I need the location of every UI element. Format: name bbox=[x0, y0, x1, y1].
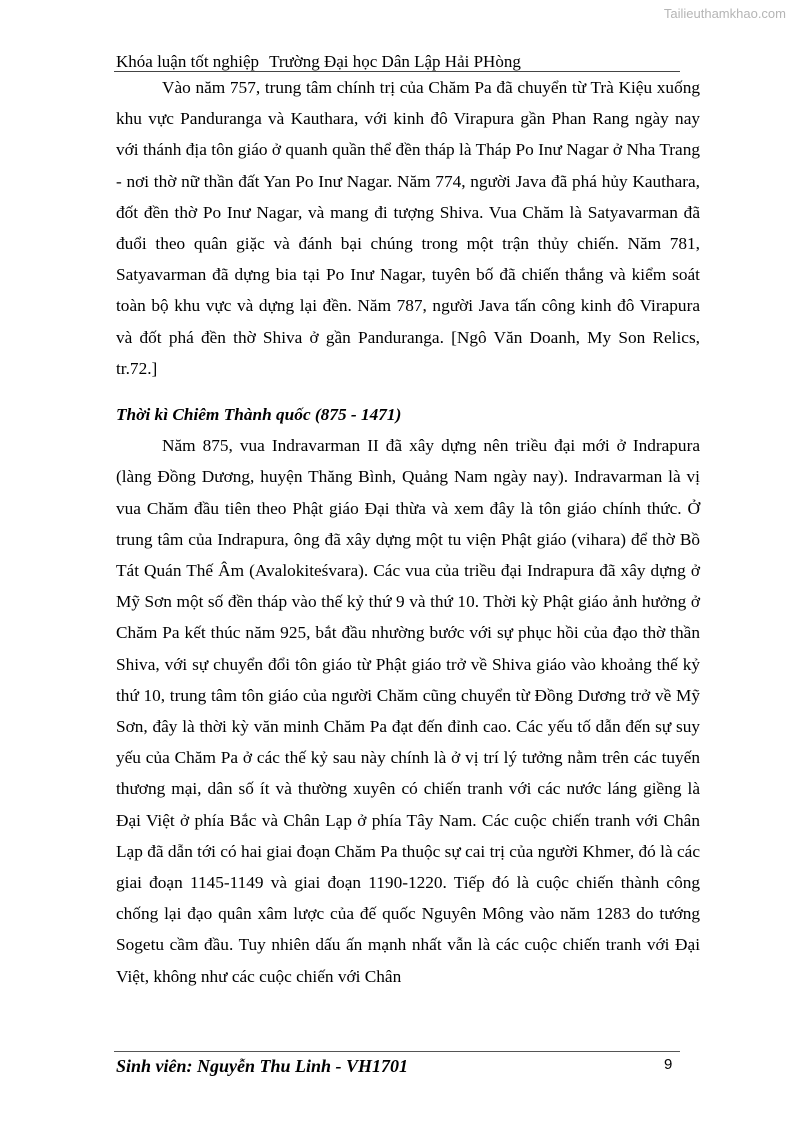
footer-student-name: Sinh viên: Nguyễn Thu Linh - VH1701 bbox=[116, 1056, 409, 1076]
body-paragraph: Vào năm 757, trung tâm chính trị của Chăm Pa đã chuyển từ Trà Kiệu xuống khu vực Panduranga và Kauthara, với kinh đô Virapura gần Phan Rang ngày nay với thánh địa tôn giáo ở quanh quần thể đền tháp là Tháp Po Inư Nagar ở Nha Trang - nơi thờ nữ thần đất Yan Po Inư Nagar. Năm 774, người Java đã phá hủy Kauthara, đốt đền thờ Po Inư Nagar, và mang đi tượng Shiva. Vua Chăm là Satyavarman đã đuổi theo quân giặc và đánh bại chúng trong một trận thủy chiến. Năm 781, Satyavarman đã dựng bia tại Po Inư Nagar, tuyên bố đã chiến thắng và kiểm soát toàn bộ khu vực và dựng lại đền. Năm 787, người Java tấn công kinh đô Virapura và đốt phá đền thờ Shiva ở gần Panduranga. [Ngô Văn Doanh, My Son Relics, tr.72.] bbox=[116, 78, 700, 378]
header-university-name: Trường Đại học Dân Lập Hải PHòng bbox=[269, 52, 521, 71]
document-body bbox=[116, 72, 700, 992]
watermark: Tailieuthamkhao.com bbox=[663, 6, 786, 21]
footer-divider bbox=[114, 1051, 680, 1052]
body-paragraph: Năm 875, vua Indravarman II đã xây dựng nên triều đại mới ở Indrapura (làng Đồng Dương, huyện Thăng Bình, Quảng Nam ngày nay). Indravarman là vị vua Chăm đầu tiên theo Phật giáo Đại thừa và xem đây là tôn giáo chính thức. Ở trung tâm của Indrapura, ông đã xây dựng một tu viện Phật giáo (vihara) để thờ Bồ Tát Quán Thế Âm (Avalokiteśvara). Các vua của triều đại Indrapura đã xây dựng ở Mỹ Sơn một số đền tháp vào thế kỷ thứ 9 và thứ 10. Thời kỳ Phật giáo ảnh hưởng ở Chăm Pa kết thúc năm 925, bắt đầu nhường bước với sự phục hồi của đạo thờ thần Shiva, với sự chuyển đổi tôn giáo từ Phật giáo trở về Shiva giáo vào khoảng thế kỷ thứ 10, trung tâm tôn giáo của người Chăm cũng chuyển từ Đồng Dương trở về Mỹ Sơn, đây là thời kỳ văn minh Chăm Pa đạt đến đỉnh cao. Các yếu tố dẫn đến sự suy yếu của Chăm Pa ở các thế kỷ sau này chính là ở vị trí lý tưởng nằm trên các tuyến thương mại, dân số ít và thường xuyên có chiến tranh với các nước láng giềng là Đại Việt ở phía Bắc và Chân Lạp ở phía Tây Nam. Các cuộc chiến tranh với Chân Lạp đã dẫn tới có hai giai đoạn Chăm Pa thuộc sự cai trị của người Khmer, đó là các giai đoạn 1145-1149 và giai đoạn 1190-1220. Tiếp đó là cuộc chiến thành công chống lại đạo quân xâm lược của đế quốc Nguyên Mông vào năm 1283 do tướng Sogetu cầm đầu. Tuy nhiên dấu ấn mạnh nhất vẫn là các cuộc chiến tranh với Đại Việt, không như các cuộc chiến với Chân bbox=[116, 436, 700, 986]
page-header bbox=[116, 52, 521, 72]
header-thesis-label: Khóa luận tốt nghiệp bbox=[116, 52, 260, 71]
page-number: 9 bbox=[664, 1056, 673, 1073]
section-heading: Thời kì Chiêm Thành quốc (875 - 1471) bbox=[116, 405, 402, 425]
